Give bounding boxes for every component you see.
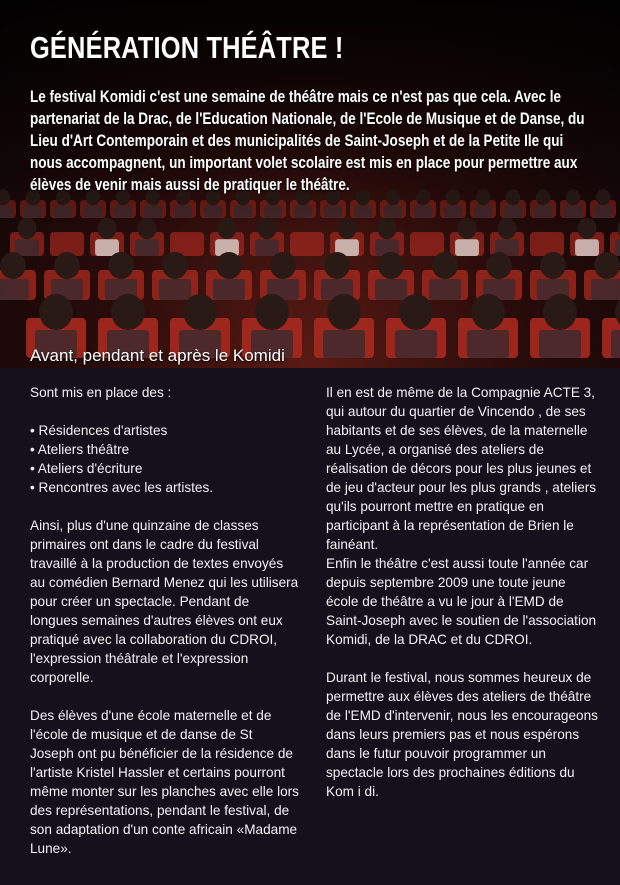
audience-body [213,279,245,300]
list-item: • Ateliers d'écriture [30,461,143,476]
audience-body [375,279,407,300]
audience-body [615,239,620,256]
audience-body [255,239,279,256]
list-item: • Rencontres avec les artistes. [30,480,214,495]
section-subtitle: Avant, pendant et après le Komidi [30,346,285,365]
paragraph: Durant le festival, nous sommes heureux de permettre aux élèves des ateliers de théâtre de l'EMD d'intervenir, nous les encourageons dans leurs premiers pas et nous espérons dans le futur pouvoir programmer un spectacle lors des prochaines éditions du Kom i di. [326,670,598,799]
audience-body [135,239,159,256]
audience-body [539,330,581,358]
audience-head [0,252,26,279]
audience-head [543,294,577,330]
audience-body [455,239,479,256]
list-lead: Sont mis en place des : [30,385,172,400]
activity-list [30,421,300,497]
audience-head [594,252,620,279]
audience-head [54,252,80,279]
audience-head [399,294,433,330]
audience-head [111,294,145,330]
audience-head [162,252,188,279]
list-item: • Résidences d'artistes [30,423,168,438]
audience-head [39,294,73,330]
audience-head [270,252,296,279]
audience-head [255,294,289,330]
audience-body [395,330,437,358]
left-column [30,383,300,858]
list-item: • Ateliers théâtre [30,442,130,457]
audience-body [591,279,620,300]
audience-head [183,294,217,330]
audience-body [467,330,509,358]
intro-paragraph: Le festival Komidi c'est une semaine de théâtre mais ce n'est pas que cela. Avec le partenariat de la Drac, de l'Education Nationale, de l'Ecole de Musique et de Danse, du Lieu d'Art Contemporain et des municipalités de Saint-Joseph et de la Petite Ile qui nous accompagnent, un important volet scolaire est mis en place pour permettre aux élèves de venir mais aussi de pratiquer le théâtre. [30,88,585,194]
audience-head [471,294,505,330]
paragraph: Ainsi, plus d'une quinzaine de classes primaires ont dans le cadre du festival travaillé à la production de textes envoyés au comédien Bernard Menez qui les utilisera pour créer un spectacle. Pendant de longues semaines d'autres élèves ont eux pratiqué avec la collaboration du CDROI, l'expression théâtrale et l'expression corporelle. [30,518,299,685]
audience-head [327,294,361,330]
audience-head [432,252,458,279]
right-column [326,383,598,801]
audience-head [378,252,404,279]
audience-head [216,252,242,279]
audience-body [611,330,620,358]
page-title: GÉNÉRATION THÉÂTRE ! [30,30,344,65]
audience-body [0,279,29,300]
audience-head [108,252,134,279]
audience-head [486,252,512,279]
paragraph: Enfin le théâtre c'est aussi toute l'année car depuis septembre 2009 une toute jeune école de théâtre a vu le jour à l'EMD de Saint-Joseph avec le soutien de l'association Komidi, de la DRAC et du CDROI. [326,556,597,647]
audience-body [323,330,365,358]
audience-body [429,279,461,300]
paragraph: Des élèves d'une école maternelle et de l'école de musique et de danse de St Joseph ont pu bénéficier de la résidence de l'artiste Kristel Hassler et certains pourront même monter sur les planches avec elle lors des représentations, pendant le festival, de son adaptation d'un conte africain «Madame Lune». [30,708,299,856]
paragraph: Il en est de même de la Compagnie ACTE 3, qui autour du quartier de Vincendo , de ses habitants et de ses élèves, de la maternelle au Lycée, a organisé des ateliers de réalisation de décors pour les plus jeunes et de jeu d'acteur pour les plus grands , ateliers qu'ils pourront mettre en pratique en participant à la représentation de Brien le fainéant. [326,385,597,552]
audience-head [540,252,566,279]
audience-photo [0,0,620,368]
audience-head [324,252,350,279]
audience-body [575,239,599,256]
audience-body [159,279,191,300]
